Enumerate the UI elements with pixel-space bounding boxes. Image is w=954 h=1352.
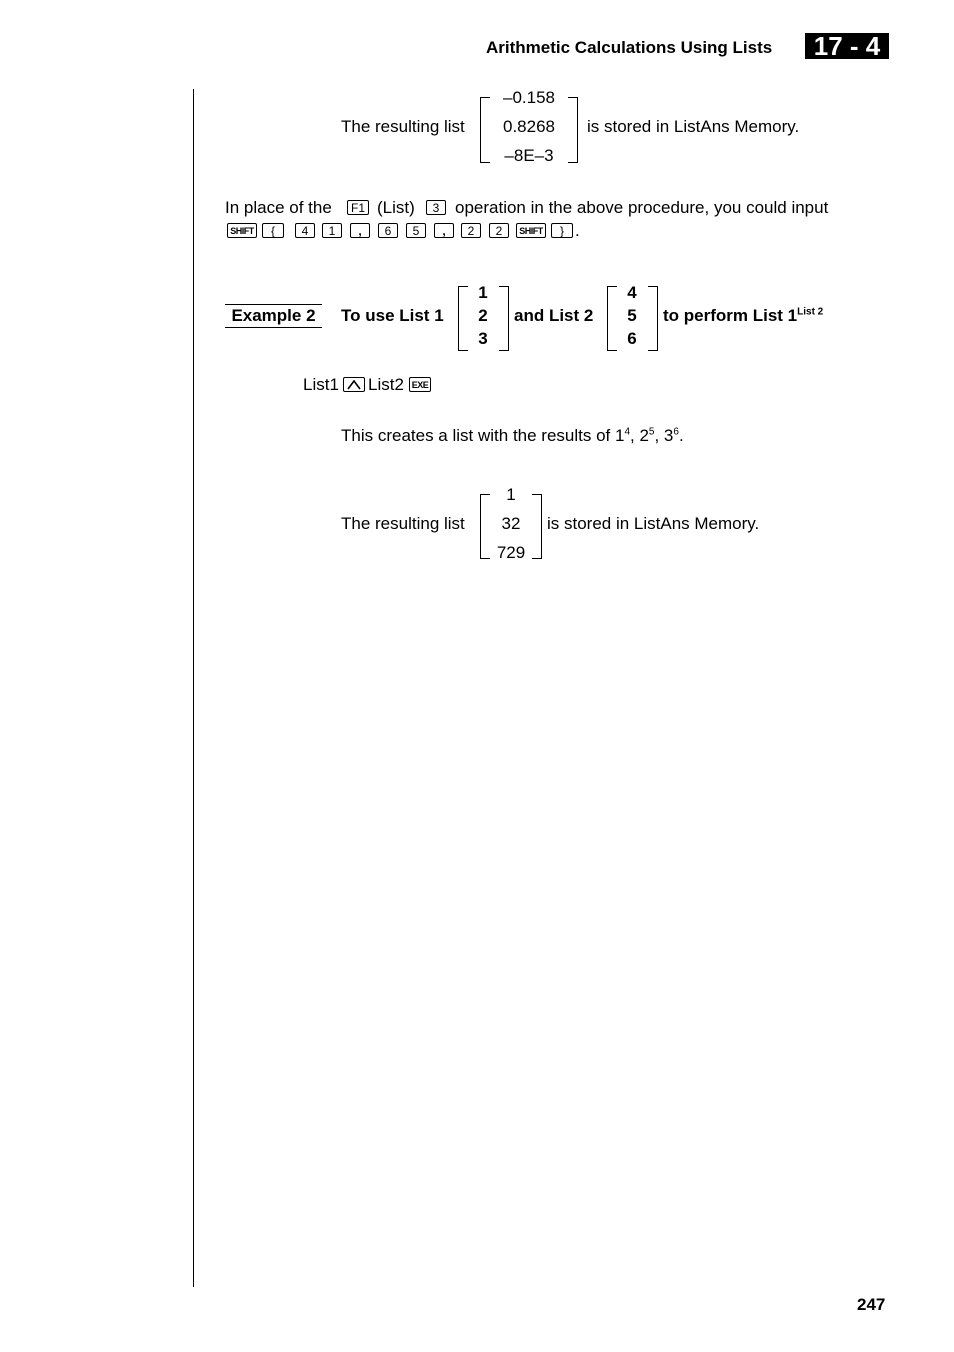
- list2-left-bracket: [607, 286, 617, 351]
- list2-value-3: 6: [627, 329, 637, 348]
- digit-6-key-icon: 6: [378, 223, 398, 238]
- result2-prefix: The resulting list: [341, 514, 465, 533]
- note-period: .: [575, 221, 580, 240]
- result2-value-3: 729: [496, 543, 526, 562]
- list1-left-bracket: [458, 286, 468, 351]
- power-key-icon: [343, 377, 365, 392]
- example-and: and List 2: [514, 306, 594, 325]
- example-label: Example 2: [225, 304, 322, 328]
- note-line1-end: operation in the above procedure, you could input: [455, 198, 829, 217]
- digit-2-key-icon: 2: [489, 223, 509, 238]
- left-brace-key-icon: {: [262, 223, 284, 238]
- comma-key-icon: ,: [350, 223, 370, 238]
- explanation-start: This creates a list with the results of 1: [341, 426, 625, 445]
- list2-value-1: 4: [627, 283, 637, 302]
- digit-3-key-icon: 3: [426, 200, 446, 215]
- result1-value-1: –0.158: [503, 88, 555, 107]
- list2-right-bracket: [648, 286, 658, 351]
- digit-5-key-icon: 5: [406, 223, 426, 238]
- example-to-use: To use List 1: [341, 306, 444, 325]
- right-brace-key-icon: }: [551, 223, 573, 238]
- shift-key-icon: SHIFT: [227, 223, 257, 238]
- section-number-badge: 17 - 4: [805, 33, 889, 59]
- explanation-mid-1: , 2: [630, 426, 649, 445]
- result2-left-bracket: [480, 494, 490, 559]
- note-list-word: (List): [377, 198, 415, 217]
- perform-text: to perform List 1: [663, 306, 798, 325]
- exponent-1: 4: [624, 426, 631, 438]
- f1-key-icon: F1: [347, 200, 369, 215]
- caret-up-icon: [344, 378, 364, 391]
- exponent-2: 5: [648, 426, 655, 438]
- operation-list2: List2: [368, 375, 404, 394]
- list1-value-2: 2: [478, 306, 488, 325]
- list2-value-2: 5: [627, 306, 637, 325]
- result2-value-2: 32: [501, 514, 521, 533]
- exponent-3: 6: [673, 426, 679, 438]
- list1-right-bracket: [499, 286, 509, 351]
- result2-right-bracket: [532, 494, 542, 559]
- result2-suffix: is stored in ListAns Memory.: [547, 514, 760, 533]
- result1-left-bracket: [480, 97, 490, 163]
- result1-right-bracket: [568, 97, 578, 163]
- comma-key-icon: ,: [434, 223, 454, 238]
- result2-value-1: 1: [506, 485, 516, 504]
- list1-value-3: 3: [478, 329, 488, 348]
- shift-key-icon: SHIFT: [516, 223, 546, 238]
- result1-suffix: is stored in ListAns Memory.: [587, 117, 800, 136]
- operation-list1: List1: [303, 375, 339, 394]
- digit-2-key-icon: 2: [461, 223, 481, 238]
- digit-1-key-icon: 1: [322, 223, 342, 238]
- result1-value-3: –8E–3: [504, 146, 554, 165]
- example-perform: [663, 306, 823, 326]
- note-line1-start: In place of the: [225, 198, 332, 217]
- perform-superscript: List 2: [797, 306, 824, 318]
- exe-key-icon: EXE: [409, 377, 431, 392]
- list1-value-1: 1: [478, 283, 488, 302]
- page-number: 247: [857, 1295, 886, 1314]
- margin-rule: [193, 89, 194, 1287]
- explanation-text: [341, 426, 684, 446]
- result1-prefix: The resulting list: [341, 117, 465, 136]
- result1-value-2: 0.8268: [503, 117, 555, 136]
- digit-4-key-icon: 4: [295, 223, 315, 238]
- explanation-mid-2: , 3: [654, 426, 674, 445]
- explanation-end: .: [678, 426, 684, 445]
- page-header-title: Arithmetic Calculations Using Lists: [486, 38, 773, 57]
